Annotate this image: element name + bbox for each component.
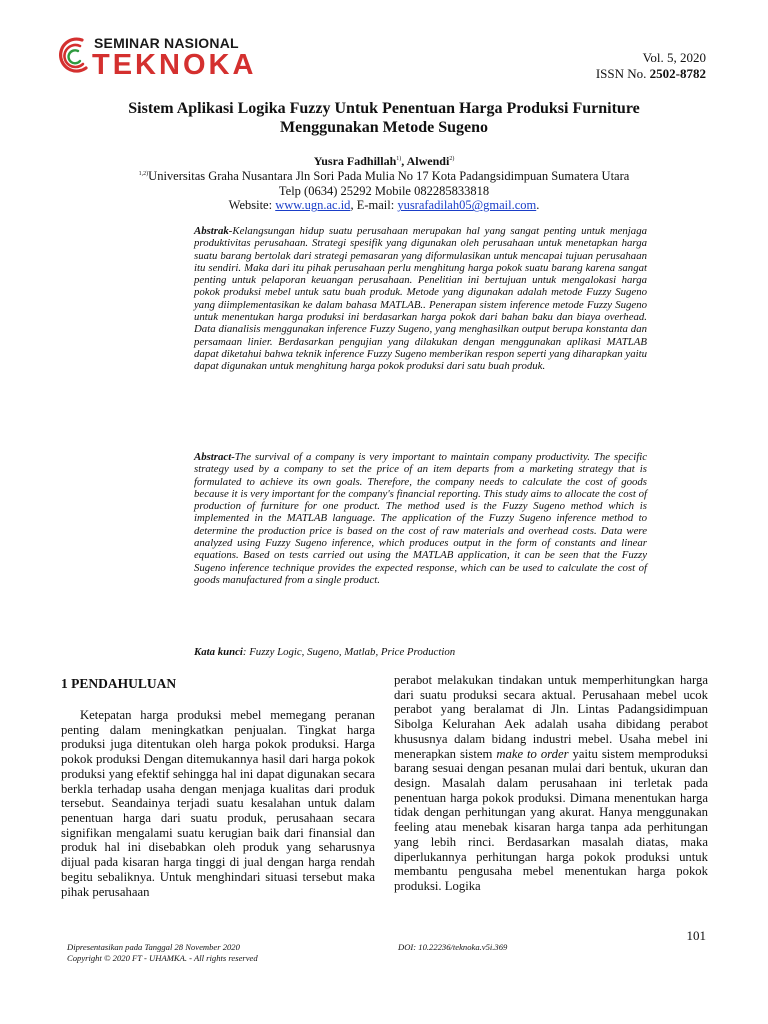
affiliation-sup: 1,2) [138, 171, 149, 177]
abstrak-indonesian [194, 225, 647, 373]
affiliation-address [60, 167, 708, 184]
copyright: Copyright © 2020 FT - UHAMKA. - All rights reserved [67, 953, 258, 963]
paper-title [60, 99, 708, 137]
issn [596, 66, 706, 82]
volume-info [596, 50, 706, 82]
footer-left [67, 942, 258, 964]
section-heading: 1 PENDAHULUAN [61, 676, 177, 691]
body-column-right [394, 673, 708, 894]
abstract-label: Abstract- [194, 451, 235, 463]
keywords [194, 646, 647, 658]
conference-logo [56, 30, 257, 86]
footer-doi: DOI: 10.22236/teknoka.v5i.369 [398, 942, 508, 952]
abstract-english [194, 451, 647, 586]
intro-paragraph-continued [394, 673, 708, 894]
body-text-a: perabot melakukan tindakan untuk memperhitungkan harga dari suatu produksi secara aktual. Perusahaan mebel ucok perabot yang beralamat di Jln. Lintas Padangsidimpuan Sibolga Kelurahan Aek adalah usaha dibidang perabot khususnya dalam bidang industri mebel. Usaha mebel ini menerapkan sistem [394, 673, 708, 761]
keywords-label: Kata kunci [194, 646, 243, 658]
website-link[interactable]: www.ugn.ac.id [275, 198, 351, 213]
logo-wordmark: TEKNOKA [92, 49, 257, 81]
logo-subtitle: SEMINAR NASIONAL [94, 35, 239, 51]
abstract-text: The survival of a company is very important to maintain company productivity. The specific strategy used by a company to set the price of an item departs from a marketing strategy that is formulated to achieve its own goals. Therefore, the company needs to calculate the cost of goods because it is very important for the company's financial reporting. This study aims to allocate the cost of production of furniture for one product. The method used is the Fuzzy Sugeno method which is implemented in the MATLAB language. The application of the Fuzzy Sugeno inference method to determine the production price is based on the cost of raw materials and overhead costs. Data were analyzed using Fuzzy Sugeno inference, which produces output in the form of constants and linear equations. Based on tests carried out using the MATLAB application, it can be seen that the Fuzzy Sugeno inference technique provides the expected response, which can be used to calculate the cost of goods manufactured from a single product. [194, 451, 647, 586]
abstrak-label: Abstrak- [194, 225, 233, 237]
title-line-2: Menggunakan Metode Sugeno [279, 119, 489, 136]
page-number: 101 [686, 928, 706, 943]
affiliation-contact [60, 198, 708, 213]
body-column-left [61, 708, 375, 899]
affiliation-line-1: Universitas Graha Nusantara Jln Sori Pada Mulia No 17 Kota Padangsidimpuan Sumatera Utara [148, 169, 630, 184]
teknoka-logo-icon [56, 34, 90, 78]
author-2-affil: 2) [449, 156, 455, 162]
email-link[interactable]: yusrafadilah05@gmail.com [397, 198, 537, 213]
author-1-affil: 1) [396, 156, 402, 162]
email-label: , E-mail: [350, 198, 398, 213]
issn-number: 2502-8782 [649, 66, 706, 81]
contact-end: . [536, 198, 540, 213]
website-label: Website: [228, 198, 276, 213]
author-2: Alwendi [406, 154, 450, 168]
presentation-date: Dipresentasikan pada Tanggal 28 November 2020 [67, 942, 240, 952]
affiliation [60, 167, 708, 213]
affiliation-phone: Telp (0634) 25292 Mobile 082285833818 [278, 183, 490, 198]
intro-paragraph: Ketepatan harga produksi mebel memegang peranan penting dalam meningkatkan penjualan. Tingkat harga produksi juga ditentukan oleh harga pokok produksi. Harga pokok produksi Dengan ditemukannya hasil dari harga pokok produksi yang efektif sehingga hal ini dapat digunakan secara berkla terhadap usaha dengan menjaga kualitas dari produk tersebut. Seandainya terjadi suatu kesalahan untuk dalam penentuan harga dari suatu produk, perusahaan secara signifikan mengalami suatu kerugian baik dari finansial dan produk hal ini disebabkan oleh produk yang seharusnya dijual pada kisaran harga tinggi di jual dengan harga rendah begitu sebaliknya. Untuk menghindari situasi tersebut maka pihak perusahaan [61, 708, 375, 899]
title-line-1: Sistem Aplikasi Logika Fuzzy Untuk Penentuan Harga Produksi Furniture [128, 100, 640, 117]
volume-label: Vol. 5, 2020 [642, 50, 706, 65]
abstrak-text: Kelangsungan hidup suatu perusahaan merupakan hal yang sangat penting untuk menjaga produktivitas perusahaan. Strategi spesifik yang digunakan oleh perusahaan untuk menetapkan harga suatu barang bertolak dari strategi pemasaran yang diformulasikan untuk mencapai tujuan perusahaan itu sendiri. Maka dari itu pihak perusahaan perlu menghitung harga pokok suatu barang karena sangat penting untuk pelaporan keuangan perusahaan. Penelitian ini bertujuan untuk mengalokasi harga pokok produksi mebel untuk satu buah produk. Metode yang digunakan adalah metode Fuzzy Sugeno yang diimplementasikan ke dalam bahasa MATLAB.. Penerapan sistem inference metode Fuzzy Sugeno untuk menentukan harga produksi ini berdasarkan harga pokok dari bahan baku dan biaya overhead. Data dianalisis menggunakan inference Fuzzy Sugeno, yang menghasilkan output berupa konstanta dan persamaan linier. Berdasarkan pengujian yang dilakukan dengan menggunakan aplikasi MATLAB dapat diketahui bahwa teknik inference Fuzzy Sugeno memberikan respon seperti yang diharapkan yaitu dapat digunakan untuk menghitung harga pokok produksi dari satu buah produk. [194, 225, 647, 373]
issn-label: ISSN No. [595, 66, 647, 81]
body-italic-term: make to order [496, 746, 569, 761]
body-text-b: yaitu sistem memproduksi barang sesuai dengan pesanan mulai dari bentuk, ukuran dan design. Masalah dalam perusahaan ini terletak pada penentuan harga pokok produksi. Dimana menentukan harga tidak dengan perhitungan yang akurat. Hanya menggunakan feeling atau menebak kisaran harga tanpa ada perhitungan yang lebih rinci. Berdasarkan masalah diatas, maka diperlukannya perhitungan harga pokok produksi untuk membantu pengusaha mebel menentukan harga pokok produksi. Logika [394, 746, 708, 894]
keywords-text: : Fuzzy Logic, Sugeno, Matlab, Price Production [242, 646, 456, 658]
author-1: Yusra Fadhillah [313, 154, 397, 168]
author-separator: , [401, 154, 407, 168]
author-list [60, 152, 708, 168]
